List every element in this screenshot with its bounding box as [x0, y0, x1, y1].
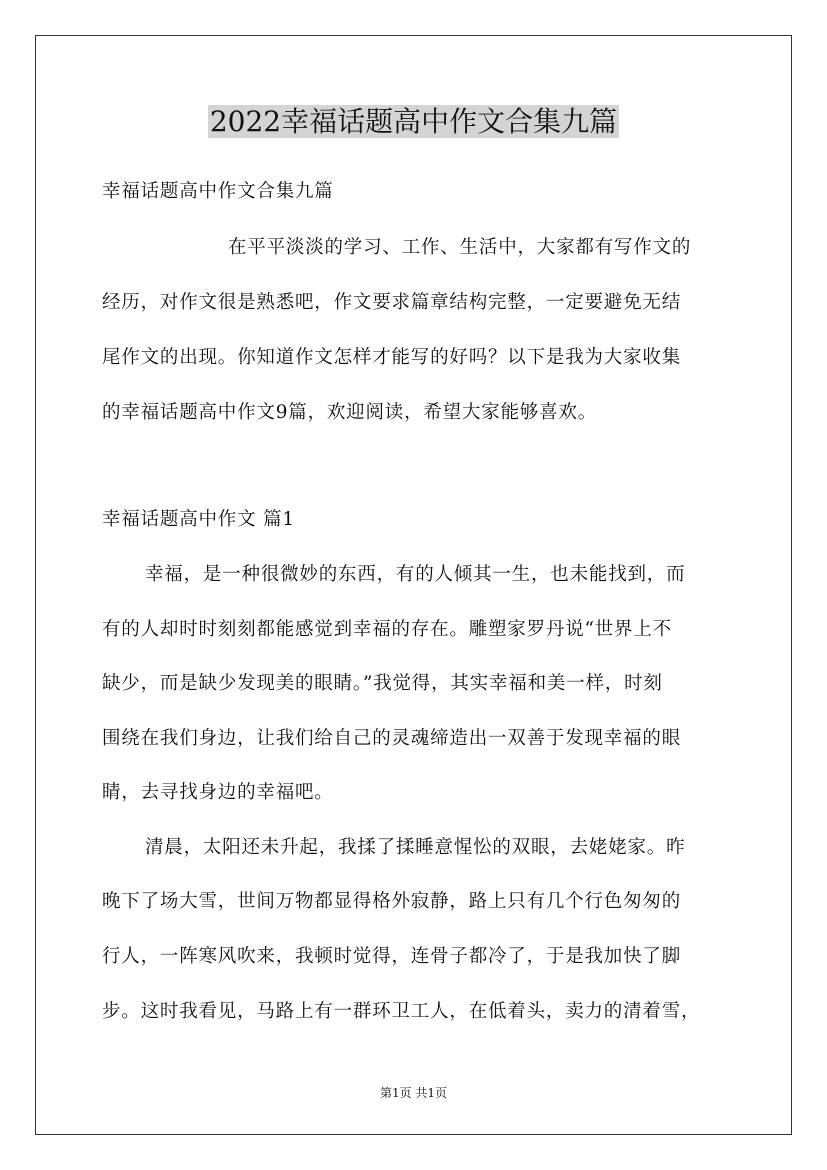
- paragraph-line: 行人，一阵寒风吹来，我顿时觉得，连骨子都冷了，于是我加快了脚: [102, 946, 682, 967]
- paragraph-line: 睛，去寻找身边的幸福吧。: [102, 782, 334, 803]
- paragraph-line: 的幸福话题高中作文9篇，欢迎阅读，希望大家能够喜欢。: [102, 402, 598, 423]
- paragraph-line: 缺少，而是缺少发现美的眼睛。”我觉得，其实幸福和美一样，时刻: [102, 673, 663, 694]
- section-heading: 幸福话题高中作文合集九篇: [102, 181, 334, 202]
- essay-heading: 幸福话题高中作文 篇1: [102, 509, 295, 530]
- paragraph-line: 在平平淡淡的学习、工作、生活中，大家都有写作文的: [228, 237, 692, 258]
- document-title-wrapper: [0, 100, 827, 144]
- paragraph-line: 晚下了场大雪，世间万物都显得格外寂静，路上只有几个行色匆匆的: [102, 891, 682, 912]
- paragraph-line: 有的人却时时刻刻都能感觉到幸福的存在。雕塑家罗丹说“世界上不: [102, 619, 672, 640]
- document-title: 2022幸福话题高中作文合集九篇: [209, 105, 618, 138]
- paragraph-line: 经历，对作文很是熟悉吧，作文要求篇章结构完整，一定要避免无结: [102, 292, 682, 313]
- paragraph-line: 幸福，是一种很微妙的东西，有的人倾其一生，也未能找到，而: [145, 564, 686, 585]
- paragraph-line: 尾作文的出现。你知道作文怎样才能写的好吗？以下是我为大家收集: [102, 347, 682, 368]
- paragraph-line: 步。这时我看见，马路上有一群环卫工人，在低着头，卖力的清着雪，: [102, 1001, 701, 1022]
- page-number: 第1页 共1页: [379, 1086, 448, 1100]
- paragraph-line: 清晨，太阳还未升起，我揉了揉睡意惺忪的双眼，去姥姥家。昨: [145, 837, 686, 858]
- paragraph-line: 围绕在我们身边，让我们给自己的灵魂缔造出一双善于发现幸福的眼: [102, 728, 682, 749]
